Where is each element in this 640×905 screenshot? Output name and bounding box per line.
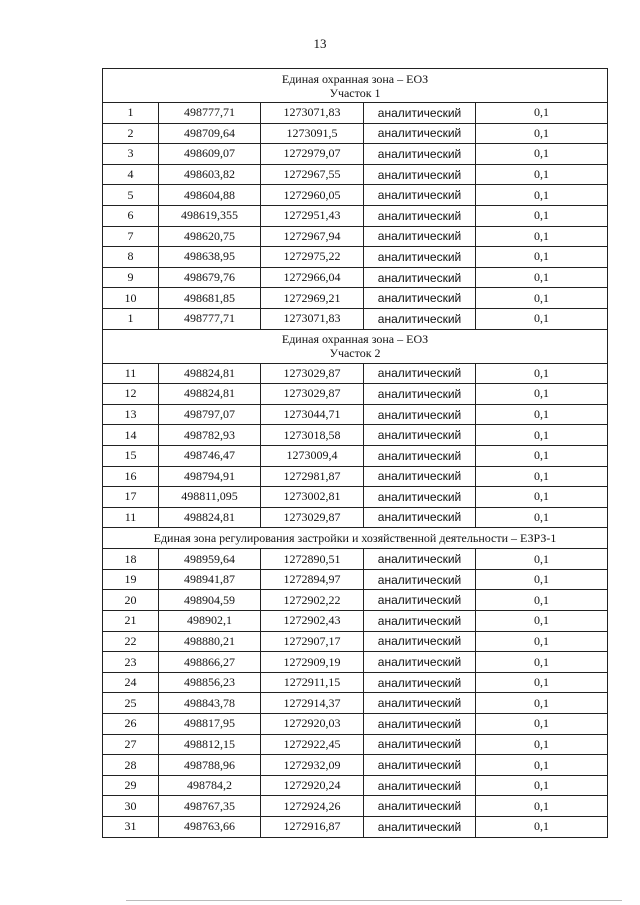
- x-coordinate-cell: 498604,88: [159, 185, 261, 206]
- accuracy-cell: 0,1: [476, 466, 608, 487]
- accuracy-cell: 0,1: [476, 384, 608, 405]
- y-coordinate-cell: 1272967,94: [261, 226, 364, 247]
- method-cell: аналитический: [364, 611, 476, 632]
- point-number-cell: 19: [103, 569, 159, 590]
- method-cell: аналитический: [364, 487, 476, 508]
- table-row: [103, 549, 608, 570]
- y-coordinate-cell: 1272969,21: [261, 288, 364, 309]
- point-number-cell: 25: [103, 693, 159, 714]
- method-cell: аналитический: [364, 226, 476, 247]
- table-row: [103, 569, 608, 590]
- table-row: [103, 507, 608, 528]
- y-coordinate-cell: 1272890,51: [261, 549, 364, 570]
- x-coordinate-cell: 498824,81: [159, 363, 261, 384]
- table-row: [103, 714, 608, 735]
- point-number-cell: 21: [103, 611, 159, 632]
- accuracy-cell: 0,1: [476, 123, 608, 144]
- x-coordinate-cell: 498959,64: [159, 549, 261, 570]
- point-number-cell: 3: [103, 144, 159, 165]
- table-row: [103, 205, 608, 226]
- y-coordinate-cell: 1273002,81: [261, 487, 364, 508]
- point-number-cell: 22: [103, 631, 159, 652]
- zone-subtitle: Участок 1: [329, 85, 381, 100]
- accuracy-cell: 0,1: [476, 755, 608, 776]
- x-coordinate-cell: 498620,75: [159, 226, 261, 247]
- table-row: [103, 672, 608, 693]
- y-coordinate-cell: 1273009,4: [261, 445, 364, 466]
- point-number-cell: 30: [103, 796, 159, 817]
- point-number-cell: 12: [103, 384, 159, 405]
- accuracy-cell: 0,1: [476, 775, 608, 796]
- accuracy-cell: 0,1: [476, 652, 608, 673]
- x-coordinate-cell: 498794,91: [159, 466, 261, 487]
- point-number-cell: 11: [103, 363, 159, 384]
- y-coordinate-cell: 1272966,04: [261, 267, 364, 288]
- method-cell: аналитический: [364, 103, 476, 124]
- method-cell: аналитический: [364, 445, 476, 466]
- accuracy-cell: 0,1: [476, 487, 608, 508]
- x-coordinate-cell: 498709,64: [159, 123, 261, 144]
- x-coordinate-cell: 498880,21: [159, 631, 261, 652]
- table-row: [103, 652, 608, 673]
- method-cell: аналитический: [364, 714, 476, 735]
- accuracy-cell: 0,1: [476, 693, 608, 714]
- table-row: [103, 185, 608, 206]
- accuracy-cell: 0,1: [476, 404, 608, 425]
- table-row: [103, 308, 608, 329]
- table-row: [103, 267, 608, 288]
- table-row: [103, 693, 608, 714]
- zone-header-row: [103, 528, 608, 549]
- table-row: [103, 164, 608, 185]
- method-cell: аналитический: [364, 267, 476, 288]
- accuracy-cell: 0,1: [476, 549, 608, 570]
- accuracy-cell: 0,1: [476, 308, 608, 329]
- x-coordinate-cell: 498856,23: [159, 672, 261, 693]
- zone-subtitle: Участок 2: [329, 346, 381, 361]
- method-cell: аналитический: [364, 817, 476, 838]
- y-coordinate-cell: 1272920,03: [261, 714, 364, 735]
- y-coordinate-cell: 1272924,26: [261, 796, 364, 817]
- x-coordinate-cell: 498797,07: [159, 404, 261, 425]
- x-coordinate-cell: 498817,95: [159, 714, 261, 735]
- method-cell: аналитический: [364, 247, 476, 268]
- x-coordinate-cell: 498619,355: [159, 205, 261, 226]
- y-coordinate-cell: 1272979,07: [261, 144, 364, 165]
- y-coordinate-cell: 1272981,87: [261, 466, 364, 487]
- point-number-cell: 1: [103, 308, 159, 329]
- method-cell: аналитический: [364, 205, 476, 226]
- x-coordinate-cell: 498941,87: [159, 569, 261, 590]
- accuracy-cell: 0,1: [476, 445, 608, 466]
- point-number-cell: 5: [103, 185, 159, 206]
- y-coordinate-cell: 1272911,15: [261, 672, 364, 693]
- y-coordinate-cell: 1272916,87: [261, 817, 364, 838]
- table-row: [103, 796, 608, 817]
- point-number-cell: 20: [103, 590, 159, 611]
- table-row: [103, 123, 608, 144]
- table-row: [103, 288, 608, 309]
- accuracy-cell: 0,1: [476, 734, 608, 755]
- accuracy-cell: 0,1: [476, 144, 608, 165]
- y-coordinate-cell: 1272932,09: [261, 755, 364, 776]
- y-coordinate-cell: 1273071,83: [261, 308, 364, 329]
- y-coordinate-cell: 1272951,43: [261, 205, 364, 226]
- x-coordinate-cell: 498902,1: [159, 611, 261, 632]
- y-coordinate-cell: 1273029,87: [261, 363, 364, 384]
- table-row: [103, 817, 608, 838]
- method-cell: аналитический: [364, 775, 476, 796]
- zone-header-cell: [103, 528, 608, 549]
- x-coordinate-cell: 498746,47: [159, 445, 261, 466]
- point-number-cell: 24: [103, 672, 159, 693]
- table-row: [103, 445, 608, 466]
- method-cell: аналитический: [364, 384, 476, 405]
- x-coordinate-cell: 498904,59: [159, 590, 261, 611]
- x-coordinate-cell: 498788,96: [159, 755, 261, 776]
- y-coordinate-cell: 1272902,43: [261, 611, 364, 632]
- table-row: [103, 631, 608, 652]
- table-row: [103, 384, 608, 405]
- x-coordinate-cell: 498782,93: [159, 425, 261, 446]
- method-cell: аналитический: [364, 144, 476, 165]
- method-cell: аналитический: [364, 569, 476, 590]
- point-number-cell: 29: [103, 775, 159, 796]
- accuracy-cell: 0,1: [476, 363, 608, 384]
- point-number-cell: 31: [103, 817, 159, 838]
- table-row: [103, 755, 608, 776]
- x-coordinate-cell: 498811,095: [159, 487, 261, 508]
- zone-title: Единая зона регулирования застройки и хозяйственной деятельности – ЕЗРЗ-1: [153, 530, 557, 545]
- method-cell: аналитический: [364, 466, 476, 487]
- method-cell: аналитический: [364, 693, 476, 714]
- method-cell: аналитический: [364, 507, 476, 528]
- y-coordinate-cell: 1273044,71: [261, 404, 364, 425]
- table-row: [103, 775, 608, 796]
- method-cell: аналитический: [364, 755, 476, 776]
- y-coordinate-cell: 1272914,37: [261, 693, 364, 714]
- accuracy-cell: 0,1: [476, 288, 608, 309]
- accuracy-cell: 0,1: [476, 247, 608, 268]
- method-cell: аналитический: [364, 590, 476, 611]
- point-number-cell: 7: [103, 226, 159, 247]
- y-coordinate-cell: 1272920,24: [261, 775, 364, 796]
- x-coordinate-cell: 498784,2: [159, 775, 261, 796]
- point-number-cell: 8: [103, 247, 159, 268]
- method-cell: аналитический: [364, 363, 476, 384]
- y-coordinate-cell: 1273091,5: [261, 123, 364, 144]
- point-number-cell: 15: [103, 445, 159, 466]
- point-number-cell: 11: [103, 507, 159, 528]
- table-row: [103, 144, 608, 165]
- zone-header-row: [103, 329, 608, 363]
- method-cell: аналитический: [364, 549, 476, 570]
- x-coordinate-cell: 498763,66: [159, 817, 261, 838]
- zone-header-cell: [103, 69, 608, 103]
- accuracy-cell: 0,1: [476, 796, 608, 817]
- method-cell: аналитический: [364, 185, 476, 206]
- method-cell: аналитический: [364, 796, 476, 817]
- zone-title: Единая охранная зона – ЕОЗ: [281, 332, 429, 347]
- y-coordinate-cell: 1272960,05: [261, 185, 364, 206]
- y-coordinate-cell: 1272909,19: [261, 652, 364, 673]
- accuracy-cell: 0,1: [476, 507, 608, 528]
- y-coordinate-cell: 1272967,55: [261, 164, 364, 185]
- point-number-cell: 2: [103, 123, 159, 144]
- x-coordinate-cell: 498681,85: [159, 288, 261, 309]
- accuracy-cell: 0,1: [476, 164, 608, 185]
- y-coordinate-cell: 1273029,87: [261, 507, 364, 528]
- x-coordinate-cell: 498638,95: [159, 247, 261, 268]
- accuracy-cell: 0,1: [476, 714, 608, 735]
- x-coordinate-cell: 498824,81: [159, 384, 261, 405]
- table-row: [103, 247, 608, 268]
- point-number-cell: 28: [103, 755, 159, 776]
- method-cell: аналитический: [364, 425, 476, 446]
- y-coordinate-cell: 1272902,22: [261, 590, 364, 611]
- y-coordinate-cell: 1273071,83: [261, 103, 364, 124]
- method-cell: аналитический: [364, 734, 476, 755]
- method-cell: аналитический: [364, 164, 476, 185]
- method-cell: аналитический: [364, 123, 476, 144]
- x-coordinate-cell: 498767,35: [159, 796, 261, 817]
- table-row: [103, 103, 608, 124]
- table-row: [103, 404, 608, 425]
- point-number-cell: 4: [103, 164, 159, 185]
- table-row: [103, 425, 608, 446]
- accuracy-cell: 0,1: [476, 103, 608, 124]
- accuracy-cell: 0,1: [476, 611, 608, 632]
- y-coordinate-cell: 1272975,22: [261, 247, 364, 268]
- coordinates-table-body: [103, 69, 608, 838]
- x-coordinate-cell: 498609,07: [159, 144, 261, 165]
- zone-header-cell: [103, 329, 608, 363]
- y-coordinate-cell: 1273018,58: [261, 425, 364, 446]
- table-row: [103, 226, 608, 247]
- x-coordinate-cell: 498866,27: [159, 652, 261, 673]
- accuracy-cell: 0,1: [476, 185, 608, 206]
- method-cell: аналитический: [364, 288, 476, 309]
- accuracy-cell: 0,1: [476, 267, 608, 288]
- y-coordinate-cell: 1273029,87: [261, 384, 364, 405]
- bottom-rule: [126, 900, 622, 901]
- table-row: [103, 734, 608, 755]
- point-number-cell: 23: [103, 652, 159, 673]
- x-coordinate-cell: 498824,81: [159, 507, 261, 528]
- accuracy-cell: 0,1: [476, 205, 608, 226]
- table-row: [103, 611, 608, 632]
- method-cell: аналитический: [364, 672, 476, 693]
- point-number-cell: 26: [103, 714, 159, 735]
- y-coordinate-cell: 1272922,45: [261, 734, 364, 755]
- point-number-cell: 16: [103, 466, 159, 487]
- x-coordinate-cell: 498777,71: [159, 308, 261, 329]
- table-row: [103, 590, 608, 611]
- x-coordinate-cell: 498603,82: [159, 164, 261, 185]
- method-cell: аналитический: [364, 631, 476, 652]
- method-cell: аналитический: [364, 652, 476, 673]
- accuracy-cell: 0,1: [476, 672, 608, 693]
- accuracy-cell: 0,1: [476, 817, 608, 838]
- point-number-cell: 18: [103, 549, 159, 570]
- coordinates-table: [102, 68, 608, 838]
- x-coordinate-cell: 498777,71: [159, 103, 261, 124]
- point-number-cell: 13: [103, 404, 159, 425]
- x-coordinate-cell: 498812,15: [159, 734, 261, 755]
- accuracy-cell: 0,1: [476, 590, 608, 611]
- point-number-cell: 6: [103, 205, 159, 226]
- accuracy-cell: 0,1: [476, 226, 608, 247]
- table-row: [103, 466, 608, 487]
- y-coordinate-cell: 1272907,17: [261, 631, 364, 652]
- method-cell: аналитический: [364, 308, 476, 329]
- method-cell: аналитический: [364, 404, 476, 425]
- point-number-cell: 10: [103, 288, 159, 309]
- point-number-cell: 9: [103, 267, 159, 288]
- point-number-cell: 27: [103, 734, 159, 755]
- zone-header-row: [103, 69, 608, 103]
- point-number-cell: 1: [103, 103, 159, 124]
- x-coordinate-cell: 498843,78: [159, 693, 261, 714]
- point-number-cell: 17: [103, 487, 159, 508]
- y-coordinate-cell: 1272894,97: [261, 569, 364, 590]
- table-row: [103, 363, 608, 384]
- point-number-cell: 14: [103, 425, 159, 446]
- accuracy-cell: 0,1: [476, 425, 608, 446]
- zone-title: Единая охранная зона – ЕОЗ: [281, 71, 429, 86]
- x-coordinate-cell: 498679,76: [159, 267, 261, 288]
- accuracy-cell: 0,1: [476, 569, 608, 590]
- accuracy-cell: 0,1: [476, 631, 608, 652]
- page-number: 13: [313, 36, 327, 51]
- table-row: [103, 487, 608, 508]
